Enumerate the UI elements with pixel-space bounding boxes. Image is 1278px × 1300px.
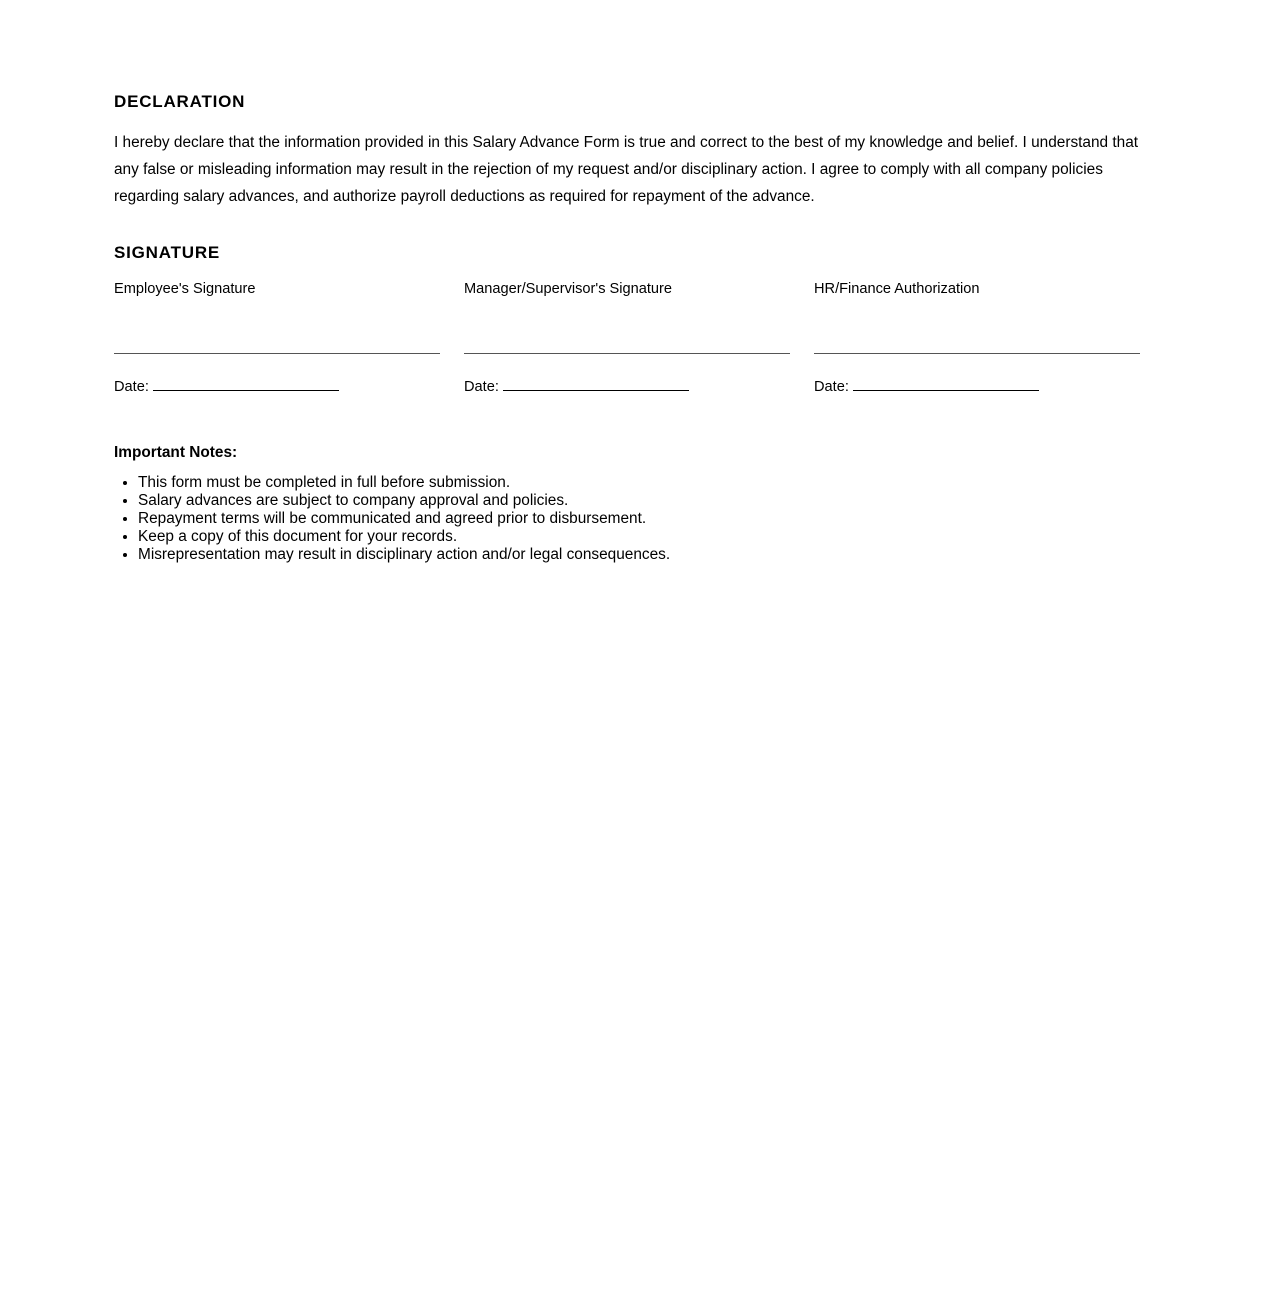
manager-signature-block [464, 280, 790, 395]
employee-signature-block [114, 280, 440, 395]
list-item: • This form must be completed in full before submission. [138, 474, 1038, 492]
manager-signature-label: Manager/Supervisor's Signature [464, 281, 673, 297]
hr-date-label: Date: [814, 379, 849, 395]
list-item: • Repayment terms will be communicated and agreed prior to disbursement. [138, 510, 1038, 528]
list-item: • Keep a copy of this document for your records. [138, 528, 1038, 546]
important-notes-heading: Important Notes: [114, 444, 238, 461]
employee-signature-line[interactable] [114, 353, 440, 354]
employee-date-label: Date: [114, 379, 149, 395]
declaration-heading: DECLARATION [114, 92, 246, 111]
list-item: • Misrepresentation may result in disciplinary action and/or legal consequences. [138, 546, 1038, 564]
employee-signature-label: Employee's Signature [114, 281, 256, 297]
hr-date-blank[interactable] [853, 377, 1039, 391]
important-notes-list [114, 474, 1038, 564]
hr-authorization-label: HR/Finance Authorization [814, 281, 980, 297]
manager-date-label: Date: [464, 379, 499, 395]
hr-authorization-line[interactable] [814, 353, 1140, 354]
declaration-text: I hereby declare that the information provided in this Salary Advance Form is true and correct to the best of my knowledge and belief. I understand that any false or misleading information may result in the rejection of my request and/or disciplinary action. I agree to comply with all company policies regarding salary advances, and authorize payroll deductions as required for repayment of the advance. [114, 134, 1139, 205]
manager-date-field [464, 377, 689, 396]
hr-authorization-block [814, 280, 1140, 395]
hr-date-field [814, 377, 1039, 396]
employee-date-field [114, 377, 339, 396]
manager-signature-line[interactable] [464, 353, 790, 354]
signature-heading: SIGNATURE [114, 243, 221, 262]
employee-date-blank[interactable] [153, 377, 339, 391]
list-item: • Salary advances are subject to company approval and policies. [138, 492, 1038, 510]
manager-date-blank[interactable] [503, 377, 689, 391]
